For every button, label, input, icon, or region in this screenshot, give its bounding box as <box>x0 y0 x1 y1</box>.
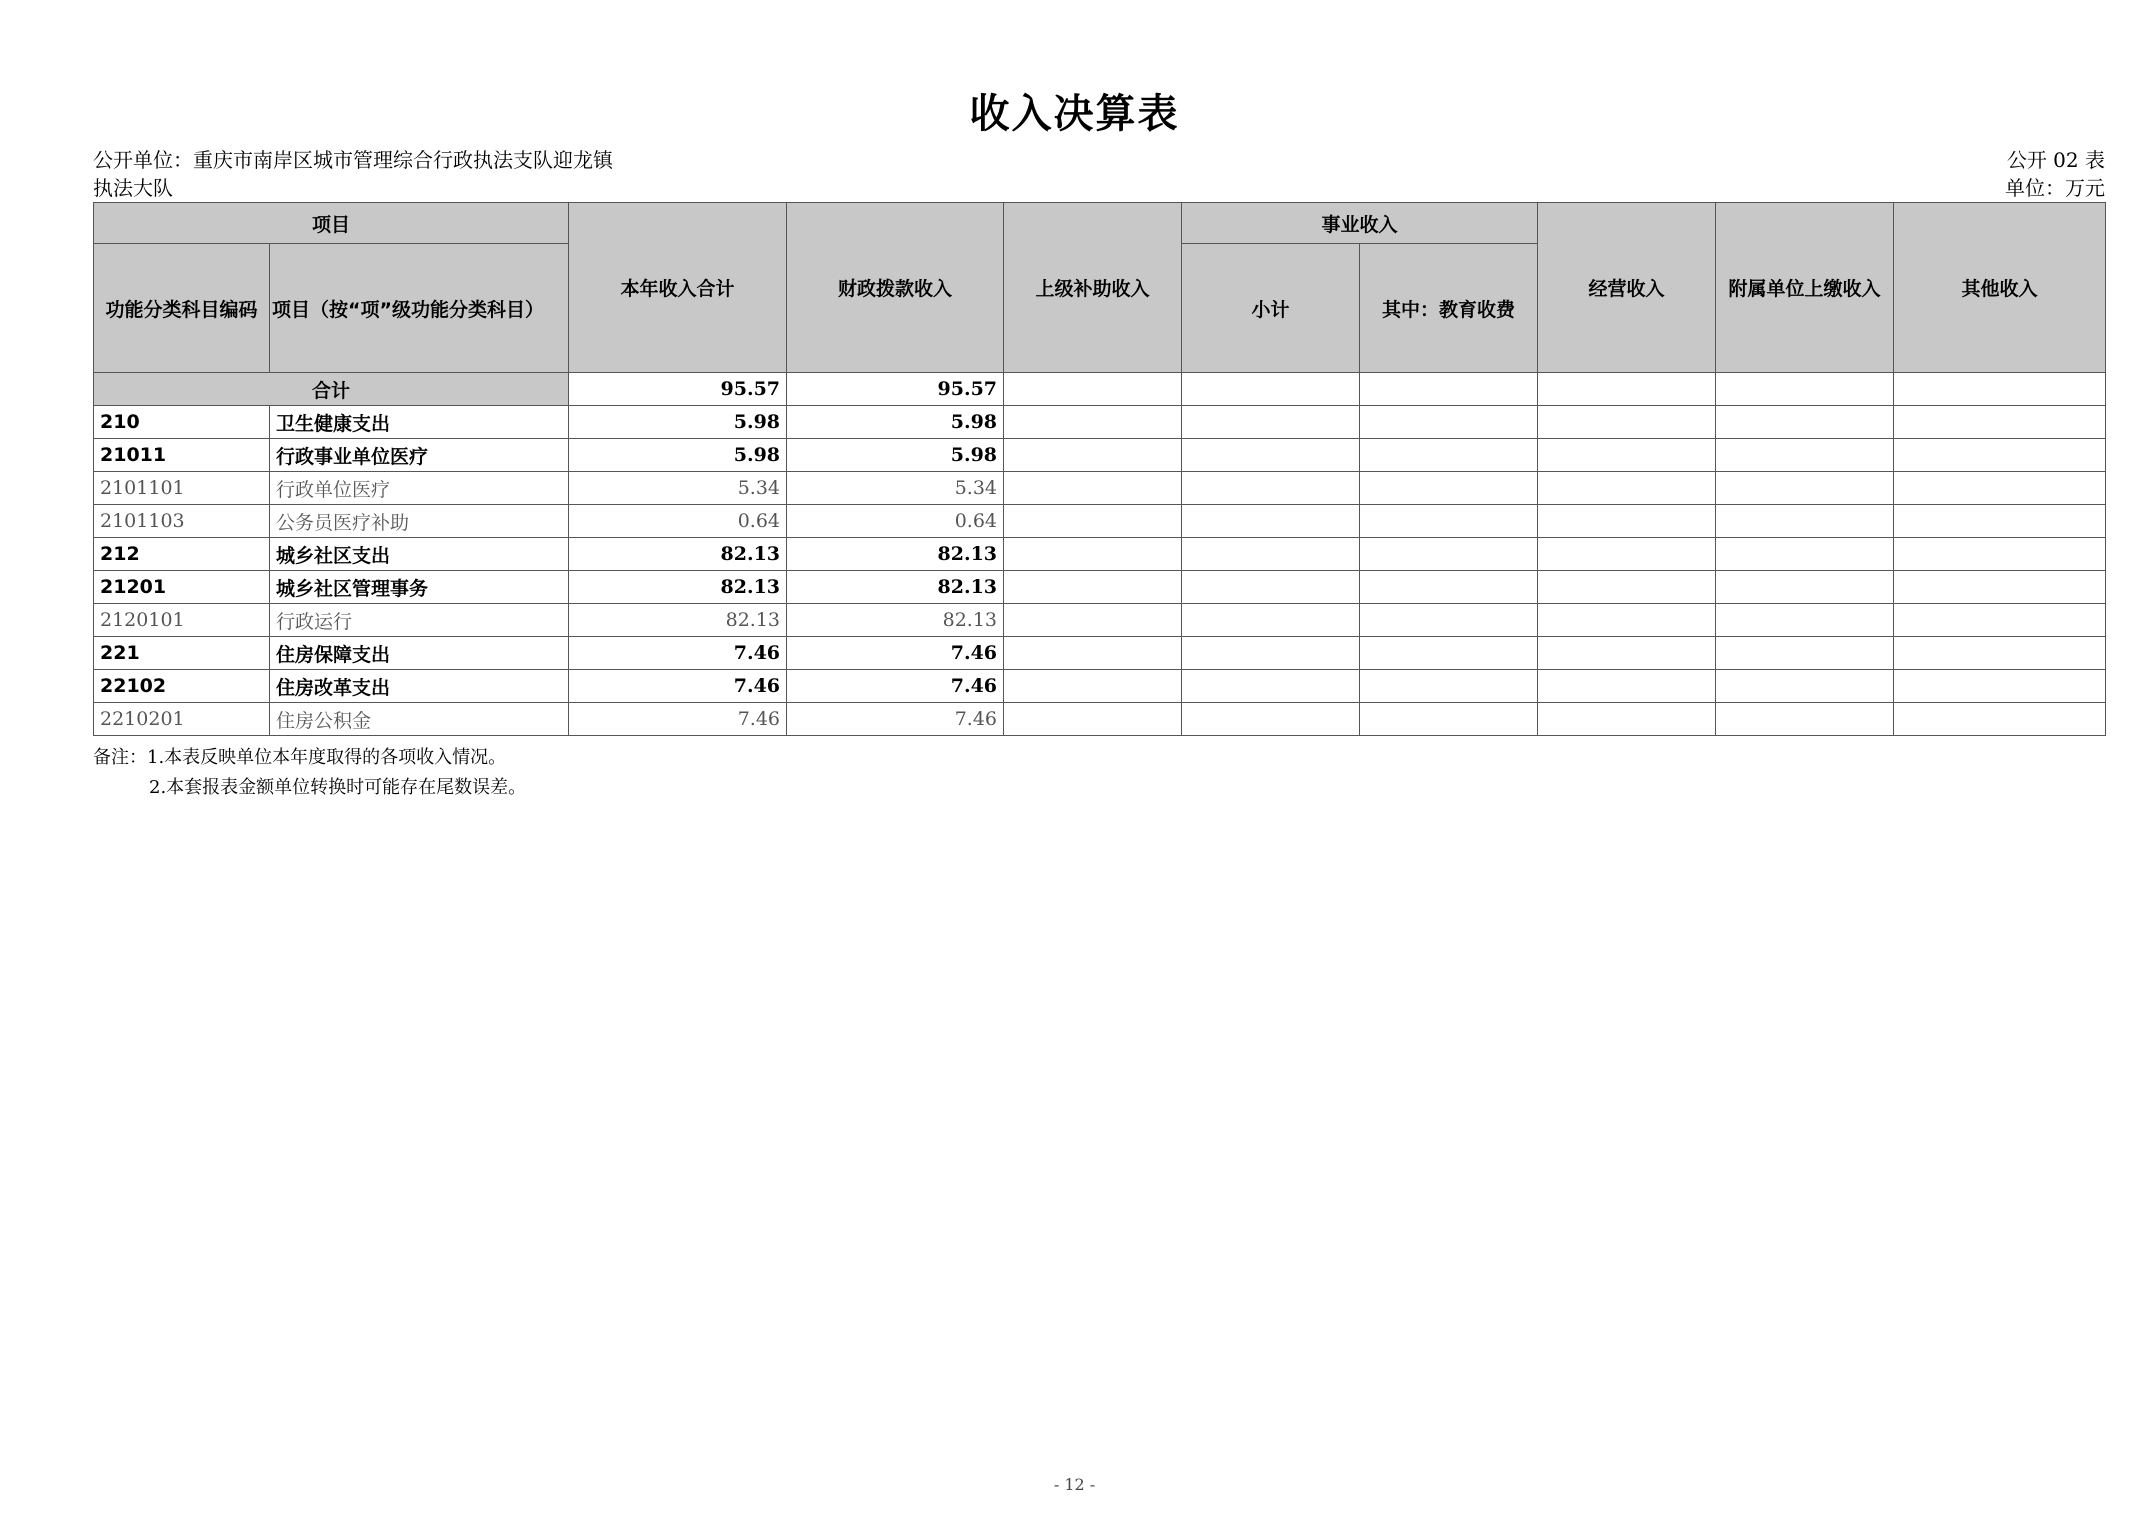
empty-cell <box>1894 571 2106 604</box>
total-label: 合计 <box>94 373 569 406</box>
publishing-unit: 公开单位：重庆市南岸区城市管理综合行政执法支队迎龙镇执法大队 <box>93 148 613 200</box>
header-code: 功能分类科目编码 <box>94 244 270 373</box>
row-fiscal: 0.64 <box>787 505 1004 538</box>
table-row <box>94 472 2106 505</box>
empty-cell <box>1716 703 1894 736</box>
empty-cell <box>1360 604 1538 637</box>
income-table <box>93 202 2106 736</box>
empty-cell <box>1004 571 1182 604</box>
row-code: 21201 <box>94 571 270 604</box>
empty-cell <box>1182 439 1360 472</box>
row-fiscal: 82.13 <box>787 571 1004 604</box>
table-row <box>94 505 2106 538</box>
row-code: 2120101 <box>94 604 270 637</box>
header-total: 本年收入合计 <box>569 203 787 373</box>
note-1: 备注：1.本表反映单位本年度取得的各项收入情况。 <box>93 747 507 768</box>
empty-cell <box>1360 703 1538 736</box>
empty-cell <box>1538 604 1716 637</box>
header-affiliated: 附属单位上缴收入 <box>1716 203 1894 373</box>
empty-cell <box>1004 604 1182 637</box>
empty-cell <box>1004 670 1182 703</box>
row-code: 2101103 <box>94 505 270 538</box>
form-id: 公开 02 表 <box>2006 148 2105 172</box>
empty-cell <box>1716 604 1894 637</box>
empty-cell <box>1360 538 1538 571</box>
empty-cell <box>1538 472 1716 505</box>
table-row <box>94 439 2106 472</box>
empty-cell <box>1894 439 2106 472</box>
row-name: 公务员医疗补助 <box>270 505 569 538</box>
row-code: 2101101 <box>94 472 270 505</box>
row-name: 城乡社区管理事务 <box>270 571 569 604</box>
empty-cell <box>1716 439 1894 472</box>
header-career-subtotal: 小计 <box>1182 244 1360 373</box>
row-name: 住房保障支出 <box>270 637 569 670</box>
empty-cell <box>1538 406 1716 439</box>
header-career-group: 事业收入 <box>1182 203 1538 244</box>
notes <box>93 743 526 803</box>
page-number: - 12 - <box>1053 1475 1096 1494</box>
empty-cell <box>1538 637 1716 670</box>
empty-cell <box>1182 670 1360 703</box>
empty-cell <box>1004 406 1182 439</box>
empty-cell <box>1894 703 2106 736</box>
empty-cell <box>1538 505 1716 538</box>
empty-cell <box>1004 373 1182 406</box>
empty-cell <box>1004 538 1182 571</box>
form-meta <box>2005 146 2105 202</box>
note-2: 2.本套报表金额单位转换时可能存在尾数误差。 <box>149 777 527 798</box>
empty-cell <box>1894 637 2106 670</box>
total-fiscal: 95.57 <box>787 373 1004 406</box>
row-total: 82.13 <box>569 571 787 604</box>
table-row <box>94 604 2106 637</box>
empty-cell <box>1716 505 1894 538</box>
empty-cell <box>1716 538 1894 571</box>
row-fiscal: 5.98 <box>787 406 1004 439</box>
row-name: 行政运行 <box>270 604 569 637</box>
empty-cell <box>1716 472 1894 505</box>
row-code: 21011 <box>94 439 270 472</box>
row-total: 0.64 <box>569 505 787 538</box>
table-row <box>94 637 2106 670</box>
empty-cell <box>1360 472 1538 505</box>
row-total: 7.46 <box>569 670 787 703</box>
empty-cell <box>1716 373 1894 406</box>
empty-cell <box>1538 538 1716 571</box>
empty-cell <box>1538 703 1716 736</box>
empty-cell <box>1360 373 1538 406</box>
empty-cell <box>1360 670 1538 703</box>
empty-cell <box>1004 505 1182 538</box>
table-row <box>94 670 2106 703</box>
row-code: 2210201 <box>94 703 270 736</box>
table-row <box>94 571 2106 604</box>
header-superior: 上级补助收入 <box>1004 203 1182 373</box>
header-fiscal: 财政拨款收入 <box>787 203 1004 373</box>
row-code: 221 <box>94 637 270 670</box>
row-total: 5.98 <box>569 406 787 439</box>
total-sum: 95.57 <box>569 373 787 406</box>
empty-cell <box>1182 538 1360 571</box>
empty-cell <box>1360 505 1538 538</box>
empty-cell <box>1004 637 1182 670</box>
row-fiscal: 7.46 <box>787 637 1004 670</box>
row-fiscal: 5.34 <box>787 472 1004 505</box>
empty-cell <box>1538 571 1716 604</box>
row-name: 住房改革支出 <box>270 670 569 703</box>
empty-cell <box>1004 439 1182 472</box>
header-other: 其他收入 <box>1894 203 2106 373</box>
empty-cell <box>1894 472 2106 505</box>
empty-cell <box>1538 670 1716 703</box>
row-total: 82.13 <box>569 538 787 571</box>
empty-cell <box>1360 637 1538 670</box>
row-fiscal: 7.46 <box>787 670 1004 703</box>
empty-cell <box>1182 604 1360 637</box>
empty-cell <box>1894 406 2106 439</box>
row-name: 行政事业单位医疗 <box>270 439 569 472</box>
empty-cell <box>1182 472 1360 505</box>
empty-cell <box>1182 505 1360 538</box>
empty-cell <box>1182 703 1360 736</box>
empty-cell <box>1894 505 2106 538</box>
row-name: 行政单位医疗 <box>270 472 569 505</box>
empty-cell <box>1716 571 1894 604</box>
row-total: 82.13 <box>569 604 787 637</box>
row-total: 5.98 <box>569 439 787 472</box>
row-total: 7.46 <box>569 703 787 736</box>
row-name: 卫生健康支出 <box>270 406 569 439</box>
empty-cell <box>1894 604 2106 637</box>
empty-cell <box>1182 637 1360 670</box>
empty-cell <box>1182 406 1360 439</box>
row-code: 22102 <box>94 670 270 703</box>
empty-cell <box>1538 373 1716 406</box>
table-row <box>94 406 2106 439</box>
empty-cell <box>1716 670 1894 703</box>
header-operating: 经营收入 <box>1538 203 1716 373</box>
empty-cell <box>1004 472 1182 505</box>
table-row <box>94 538 2106 571</box>
empty-cell <box>1894 670 2106 703</box>
row-fiscal: 82.13 <box>787 604 1004 637</box>
empty-cell <box>1538 439 1716 472</box>
empty-cell <box>1716 637 1894 670</box>
row-fiscal: 82.13 <box>787 538 1004 571</box>
empty-cell <box>1716 406 1894 439</box>
empty-cell <box>1360 439 1538 472</box>
header-career-edu: 其中：教育收费 <box>1360 244 1538 373</box>
row-code: 212 <box>94 538 270 571</box>
table-row <box>94 703 2106 736</box>
empty-cell <box>1360 406 1538 439</box>
row-fiscal: 5.98 <box>787 439 1004 472</box>
empty-cell <box>1360 571 1538 604</box>
empty-cell <box>1182 373 1360 406</box>
row-code: 210 <box>94 406 270 439</box>
header-name: 项目（按“项”级功能分类科目） <box>270 244 569 373</box>
row-total: 5.34 <box>569 472 787 505</box>
header-item-group: 项目 <box>94 203 569 244</box>
row-fiscal: 7.46 <box>787 703 1004 736</box>
row-name: 住房公积金 <box>270 703 569 736</box>
currency-unit: 单位：万元 <box>2005 176 2105 200</box>
row-name: 城乡社区支出 <box>270 538 569 571</box>
empty-cell <box>1894 538 2106 571</box>
row-total: 7.46 <box>569 637 787 670</box>
empty-cell <box>1004 703 1182 736</box>
empty-cell <box>1894 373 2106 406</box>
empty-cell <box>1182 571 1360 604</box>
total-row <box>94 373 2106 406</box>
page-title: 收入决算表 <box>969 91 1180 137</box>
